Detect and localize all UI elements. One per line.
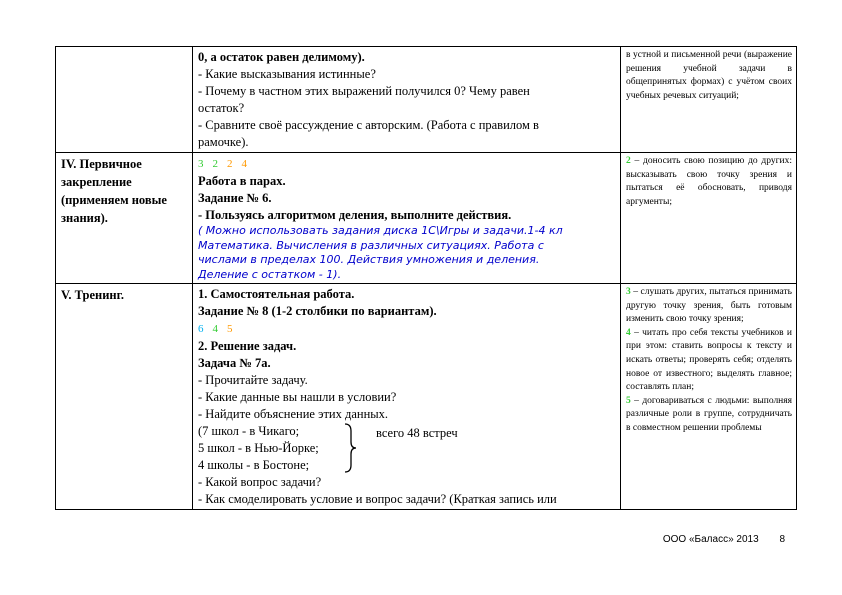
content-line: остаток? [198, 101, 245, 115]
stage-line: (применяем новые [61, 193, 167, 207]
skill-number: 3 [626, 287, 631, 297]
question-line: - Какой вопрос задачи? [198, 475, 322, 489]
content-cell [193, 284, 621, 510]
data-line: 4 школы - в Бостоне; [198, 458, 310, 472]
skills-cell [621, 47, 797, 153]
stage-cell [56, 47, 193, 153]
table-row [56, 47, 797, 153]
skills-text: – слушать других, пытаться принимать другую точку зрения, быть готовым изменить свою точку зрения; [626, 287, 793, 325]
skill-number: 6 [198, 323, 204, 335]
stage-cell [56, 284, 193, 510]
skill-item [626, 327, 792, 395]
skill-item [626, 286, 792, 327]
stage-line: V. Тренинг. [61, 288, 125, 302]
work-mode: Работа в парах. [198, 174, 286, 188]
note-line: числами в пределах 100. Действия умножения и деления. [198, 253, 540, 266]
skill-number: 2 [212, 158, 218, 170]
content-cell [193, 47, 621, 153]
content-line: - Какие высказывания истинные? [198, 67, 376, 81]
skill-item [626, 395, 792, 436]
instruction: - Пользуясь алгоритмом деления, выполните действия. [198, 208, 512, 222]
total-label: всего 48 встреч [376, 426, 458, 440]
publisher-label: ООО «Баласс» 2013 [662, 534, 759, 545]
skill-numbers [198, 155, 616, 173]
note-line: Математика. Вычисления в различных ситуациях. Работа с [198, 238, 544, 252]
question-line: - Найдите объяснение этих данных. [198, 407, 389, 421]
content-cell [193, 153, 621, 284]
question-line: - Прочитайте задачу. [198, 373, 308, 387]
note-line: Деление с остатком - 1). [198, 267, 342, 281]
skill-number: 2 [626, 156, 631, 166]
section-title: 1. Самостоятельная работа. [198, 287, 355, 301]
skill-number: 5 [227, 323, 233, 335]
data-line: 5 школ - в Нью-Йорке; [198, 441, 319, 455]
content-line: - Сравните своё рассуждение с авторским. (Работа с правилом в [198, 118, 539, 132]
content-line: рамочке). [198, 135, 249, 149]
table-row [56, 284, 797, 510]
question-line: - Как смоделировать условие и вопрос задачи? (Краткая запись или [198, 492, 557, 506]
skill-number: 4 [626, 327, 631, 338]
task-title: Задача № 7а. [198, 356, 271, 370]
stage-line: IV. Первичное [61, 157, 142, 171]
question-line: - Какие данные вы нашли в условии? [198, 390, 397, 404]
lesson-table [55, 46, 797, 510]
page-footer [663, 534, 785, 545]
skills-text: – договариваться с людьми: выполняя различные роли в группе, сотрудничать в совместном решении проблемы [626, 395, 793, 433]
task-data-block [198, 423, 616, 474]
skills-text: в устной и письменной речи (выражение решения учебной задачи в общепринятых формах) с учётом своих учебных речевых ситуаций; [626, 50, 792, 101]
skill-number: 4 [212, 323, 218, 335]
data-line: (7 школ - в Чикаго; [198, 424, 300, 438]
stage-line: закрепление [61, 175, 132, 189]
section-title: 2. Решение задач. [198, 339, 297, 353]
task-title: Задание № 8 (1-2 столбики по вариантам). [198, 304, 437, 318]
table-row [56, 153, 797, 284]
stage-cell [56, 153, 193, 284]
skills-text: – доносить свою позицию до других: высказывать свою точку зрения и пытаться её обосновать, приводя аргументы; [626, 156, 792, 207]
page-number: 8 [779, 534, 785, 545]
note-line: ( Можно использовать задания диска 1С\Игры и задачи.1-4 кл [198, 224, 563, 237]
curly-brace-icon [343, 423, 357, 473]
skill-number: 4 [241, 158, 247, 170]
stage-line: знания). [61, 211, 108, 225]
skill-number: 2 [227, 158, 233, 170]
skills-cell [621, 153, 797, 284]
skill-number: 3 [198, 158, 204, 170]
skill-numbers [198, 320, 616, 338]
skills-text: – читать про себя тексты учебников и при этом: ставить вопросы к тексту и искать ответы; проверять себя; отделять новое от известного; выделять главное; составлять план; [626, 327, 793, 393]
content-line: 0, а остаток равен делимому). [198, 50, 365, 64]
content-line: - Почему в частном этих выражений получился 0? Чему равен [198, 84, 530, 98]
task-title: Задание № 6. [198, 191, 272, 205]
skills-cell [621, 284, 797, 510]
skill-number: 5 [626, 395, 631, 406]
